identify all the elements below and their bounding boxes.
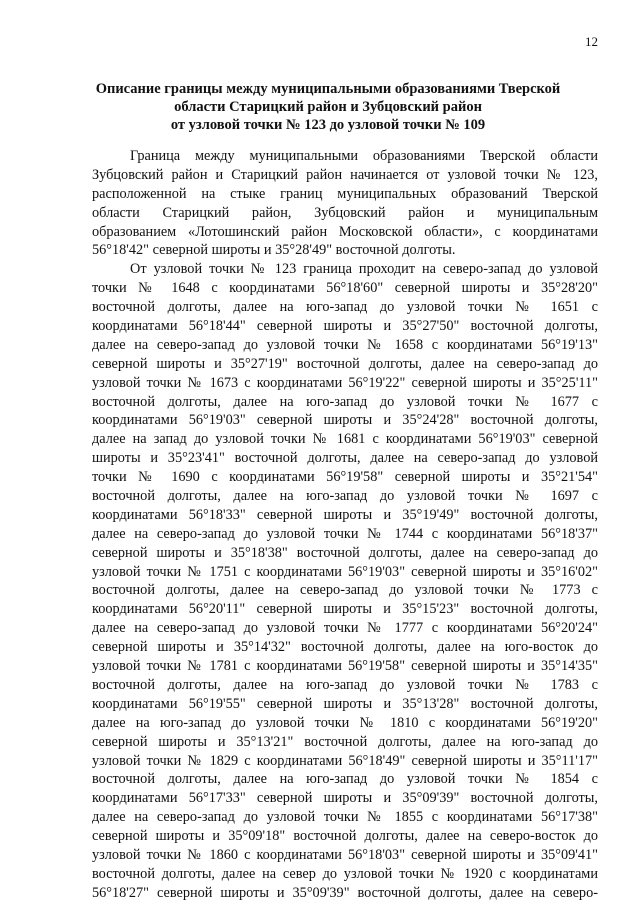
text-line: координатами 56°19'03" северной широты и 35°24'28" восточной долготы, xyxy=(92,412,598,429)
text-line: восточной долготы, далее на юго-запад до узловой точки № 1677 с xyxy=(92,393,598,410)
text-line: узловой точки № 1860 с координатами 56°18'03" северной широты и 35°09'41" xyxy=(92,846,598,863)
document-body xyxy=(92,147,598,903)
text-line: координатами 56°20'11" северной широты и 35°15'23" восточной долготы, xyxy=(92,601,598,618)
paragraph-1 xyxy=(92,147,598,260)
text-line: далее на северо-запад до узловой точки № 1744 с координатами 56°18'37" xyxy=(92,525,598,542)
text-line: восточной долготы, далее на север до узловой точки № 1920 с координатами xyxy=(92,865,598,882)
text-line: северной широты и 35°09'18" восточной долготы, далее на северо-восток до xyxy=(92,828,598,845)
text-line: расположенной на стыке границ муниципальных образований Тверской xyxy=(92,185,598,202)
text-line: восточной долготы, далее на юго-запад до узловой точки № 1697 с xyxy=(92,488,598,505)
text-line: северной широты и 35°18'38" восточной долготы, далее на северо-запад до xyxy=(92,544,598,561)
document-title xyxy=(95,80,561,134)
text-line: точки № 1648 с координатами 56°18'60" северной широты и 35°28'20" xyxy=(92,280,598,297)
text-line: точки № 1690 с координатами 56°19'58" северной широты и 35°21'54" xyxy=(92,469,598,486)
text-line: Граница между муниципальными образованиями Тверской области xyxy=(130,148,598,164)
text-line: далее на юго-запад до узловой точки № 1810 с координатами 56°19'20" xyxy=(92,714,598,731)
title-line: от узловой точки № 123 до узловой точки № 109 xyxy=(170,117,486,133)
text-line: далее на северо-запад до узловой точки № 1855 с координатами 56°17'38" xyxy=(92,809,598,826)
page-number: 12 xyxy=(585,34,598,49)
text-line: северной широты и 35°14'32" восточной долготы, далее на юго-восток до xyxy=(92,639,598,656)
text-line: восточной долготы, далее на юго-запад до узловой точки № 1651 с xyxy=(92,299,598,316)
text-line: широты и 35°23'41" восточной долготы, далее на северо-запад до узловой xyxy=(92,450,598,467)
text-line: северной широты и 35°13'21" восточной долготы, далее на юго-запад до xyxy=(92,733,598,750)
text-line: узловой точки № 1781 с координатами 56°19'58" северной широты и 35°14'35" xyxy=(92,658,598,675)
text-line: узловой точки № 1829 с координатами 56°18'49" северной широты и 35°11'17" xyxy=(92,752,598,769)
text-line: координатами 56°18'33" северной широты и 35°19'49" восточной долготы, xyxy=(92,506,598,523)
title-line: Описание границы между муниципальными образованиями Тверской xyxy=(95,81,561,97)
paragraph-2 xyxy=(92,260,598,902)
text-line: 56°18'27" северной широты и 35°09'39" восточной долготы, далее на северо- xyxy=(92,884,598,901)
text-line: узловой точки № 1673 с координатами 56°19'22" северной широты и 35°25'11" xyxy=(92,374,598,391)
text-line: восточной долготы, далее на северо-запад до узловой точки № 1773 с xyxy=(92,582,598,599)
text-line: координатами 56°17'33" северной широты и 35°09'39" восточной долготы, xyxy=(92,790,598,807)
text-line: узловой точки № 1751 с координатами 56°19'03" северной широты и 35°16'02" xyxy=(92,563,598,580)
text-line: координатами 56°18'44" северной широты и 35°27'50" восточной долготы, xyxy=(92,318,598,335)
text-line: образованием «Лотошинский район Московской области», с координатами xyxy=(92,223,598,240)
text-line: координатами 56°19'55" северной широты и 35°13'28" восточной долготы, xyxy=(92,695,598,712)
text-line: От узловой точки № 123 граница проходит на северо-запад до узловой xyxy=(130,261,598,278)
text-line: 56°18'42" северной широты и 35°28'49" восточной долготы. xyxy=(92,242,456,259)
text-line: области Старицкий район, Зубцовский район и муниципальным xyxy=(92,204,598,221)
text-line: Зубцовский район и Старицкий район начинается от узловой точки № 123, xyxy=(92,166,598,183)
text-line: северной широты и 35°27'19" восточной долготы, далее на северо-запад до xyxy=(92,355,598,372)
text-line: восточной долготы, далее на юго-запад до узловой точки № 1854 с xyxy=(92,771,598,788)
text-line: далее на северо-запад до узловой точки № 1658 с координатами 56°19'13" xyxy=(92,336,598,353)
text-line: далее на запад до узловой точки № 1681 с координатами 56°19'03" северной xyxy=(92,431,598,448)
title-line: области Старицкий район и Зубцовский район xyxy=(174,99,482,115)
text-line: восточной долготы, далее на юго-запад до узловой точки № 1783 с xyxy=(92,676,598,693)
text-line: далее на северо-запад до узловой точки № 1777 с координатами 56°20'24" xyxy=(92,620,598,637)
